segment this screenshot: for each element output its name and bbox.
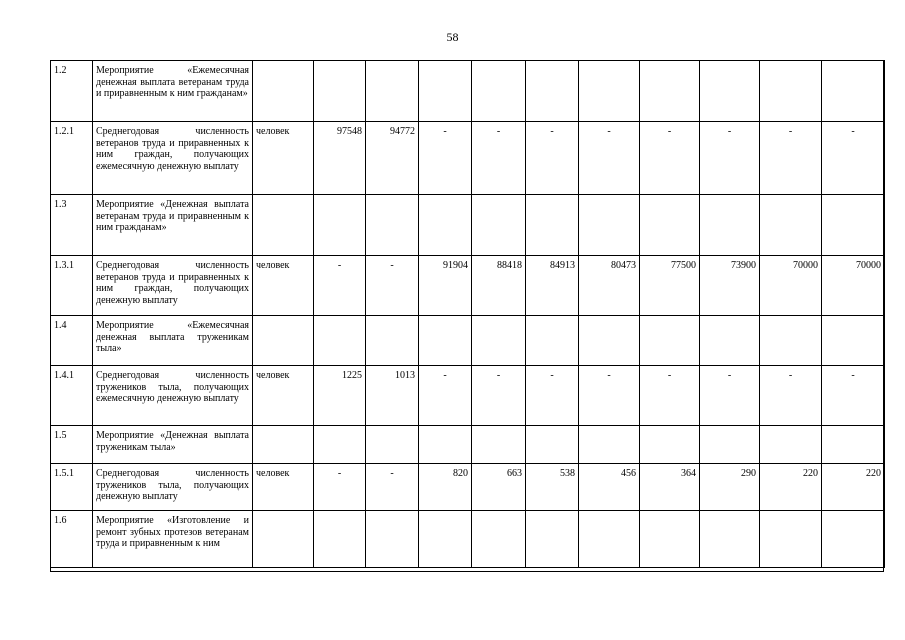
row-value: [760, 511, 822, 568]
row-value: [700, 195, 760, 256]
row-value: [640, 511, 700, 568]
row-value: [579, 195, 640, 256]
row-value: -: [760, 122, 822, 195]
row-value: -: [472, 366, 526, 426]
row-name: Среднегодовая численность тружеников тыла, получающих ежемесячную денежную выплату: [93, 366, 253, 426]
row-value: [760, 426, 822, 464]
row-value: -: [526, 122, 579, 195]
row-value: -: [526, 366, 579, 426]
row-number: 1.4.1: [51, 366, 93, 426]
row-value: [419, 316, 472, 366]
row-value: 364: [640, 464, 700, 511]
row-value: [640, 61, 700, 122]
row-unit: [253, 426, 314, 464]
row-unit: [253, 511, 314, 568]
row-value: -: [419, 366, 472, 426]
table-row: [51, 366, 885, 426]
row-value: [366, 316, 419, 366]
table-row: [51, 511, 885, 568]
row-unit: [253, 316, 314, 366]
table-body: [51, 61, 885, 568]
row-value: [472, 195, 526, 256]
row-value: -: [700, 366, 760, 426]
row-value: -: [579, 366, 640, 426]
row-value: -: [822, 122, 885, 195]
row-value: 290: [700, 464, 760, 511]
row-value: -: [760, 366, 822, 426]
row-unit: человек: [253, 366, 314, 426]
row-value: 80473: [579, 256, 640, 316]
row-unit: [253, 61, 314, 122]
row-unit: [253, 195, 314, 256]
row-name: Мероприятие «Ежемесячная денежная выплата ветеранам труда и приравненным к ним гражданам»: [93, 61, 253, 122]
row-value: -: [822, 366, 885, 426]
row-value: 456: [579, 464, 640, 511]
row-value: 94772: [366, 122, 419, 195]
row-value: 1013: [366, 366, 419, 426]
row-value: [822, 426, 885, 464]
row-value: -: [640, 366, 700, 426]
row-value: [526, 426, 579, 464]
row-value: -: [472, 122, 526, 195]
row-name: Мероприятие «Ежемесячная денежная выплата труженикам тыла»: [93, 316, 253, 366]
row-value: [526, 511, 579, 568]
row-name: Мероприятие «Денежная выплата труженикам тыла»: [93, 426, 253, 464]
row-value: -: [640, 122, 700, 195]
row-number: 1.4: [51, 316, 93, 366]
row-unit: человек: [253, 256, 314, 316]
table-row: [51, 195, 885, 256]
row-value: 73900: [700, 256, 760, 316]
row-value: [822, 61, 885, 122]
row-value: -: [579, 122, 640, 195]
row-value: [366, 426, 419, 464]
row-value: [760, 316, 822, 366]
row-unit: человек: [253, 464, 314, 511]
row-value: [526, 316, 579, 366]
table-row: [51, 426, 885, 464]
row-value: [314, 511, 366, 568]
row-value: 820: [419, 464, 472, 511]
row-value: -: [314, 256, 366, 316]
table-row: [51, 256, 885, 316]
row-value: [472, 511, 526, 568]
row-value: 538: [526, 464, 579, 511]
row-value: [419, 426, 472, 464]
row-value: -: [366, 464, 419, 511]
row-value: 1225: [314, 366, 366, 426]
row-value: 663: [472, 464, 526, 511]
row-value: [640, 426, 700, 464]
row-value: 220: [822, 464, 885, 511]
row-number: 1.3.1: [51, 256, 93, 316]
page-number: 58: [446, 30, 459, 44]
table-row: [51, 122, 885, 195]
row-value: [579, 316, 640, 366]
row-number: 1.2.1: [51, 122, 93, 195]
row-value: [366, 511, 419, 568]
row-value: 84913: [526, 256, 579, 316]
table-row: [51, 464, 885, 511]
row-value: [640, 316, 700, 366]
row-value: -: [314, 464, 366, 511]
row-value: [314, 61, 366, 122]
row-value: [419, 195, 472, 256]
row-value: 220: [760, 464, 822, 511]
row-value: [314, 316, 366, 366]
row-value: -: [700, 122, 760, 195]
row-value: [419, 61, 472, 122]
row-value: 97548: [314, 122, 366, 195]
row-value: [472, 426, 526, 464]
row-number: 1.5.1: [51, 464, 93, 511]
row-value: [700, 426, 760, 464]
table-row: [51, 316, 885, 366]
row-value: [366, 195, 419, 256]
row-value: [472, 316, 526, 366]
row-number: 1.2: [51, 61, 93, 122]
row-value: [579, 511, 640, 568]
row-value: [700, 316, 760, 366]
row-value: [822, 195, 885, 256]
row-name: Среднегодовая численность ветеранов труда и приравненных к ним граждан, получающих денежную выплату: [93, 256, 253, 316]
table-row: [51, 61, 885, 122]
indicators-table: [50, 60, 885, 568]
row-value: [822, 316, 885, 366]
row-value: [472, 61, 526, 122]
row-value: 88418: [472, 256, 526, 316]
row-name: Мероприятие «Денежная выплата ветеранам труда и приравненным к ним гражданам»: [93, 195, 253, 256]
row-value: [419, 511, 472, 568]
row-value: [700, 511, 760, 568]
row-value: -: [419, 122, 472, 195]
row-value: [760, 61, 822, 122]
row-unit: человек: [253, 122, 314, 195]
row-value: [526, 195, 579, 256]
row-value: [526, 61, 579, 122]
row-value: [760, 195, 822, 256]
row-name: Среднегодовая численность тружеников тыла, получающих денежную выплату: [93, 464, 253, 511]
row-value: 70000: [760, 256, 822, 316]
row-value: [314, 426, 366, 464]
row-value: [579, 61, 640, 122]
row-value: [579, 426, 640, 464]
row-name: Среднегодовая численность ветеранов труда и приравненных к ним граждан, получающих ежемесячную денежную выплату: [93, 122, 253, 195]
row-value: 70000: [822, 256, 885, 316]
row-number: 1.3: [51, 195, 93, 256]
row-value: [822, 511, 885, 568]
row-value: [640, 195, 700, 256]
row-value: [366, 61, 419, 122]
row-value: 77500: [640, 256, 700, 316]
row-value: [700, 61, 760, 122]
row-value: -: [366, 256, 419, 316]
row-number: 1.5: [51, 426, 93, 464]
row-value: [314, 195, 366, 256]
row-name: Мероприятие «Изготовление и ремонт зубных протезов ветеранам труда и приравненным к ним: [93, 511, 253, 568]
row-number: 1.6: [51, 511, 93, 568]
row-value: 91904: [419, 256, 472, 316]
